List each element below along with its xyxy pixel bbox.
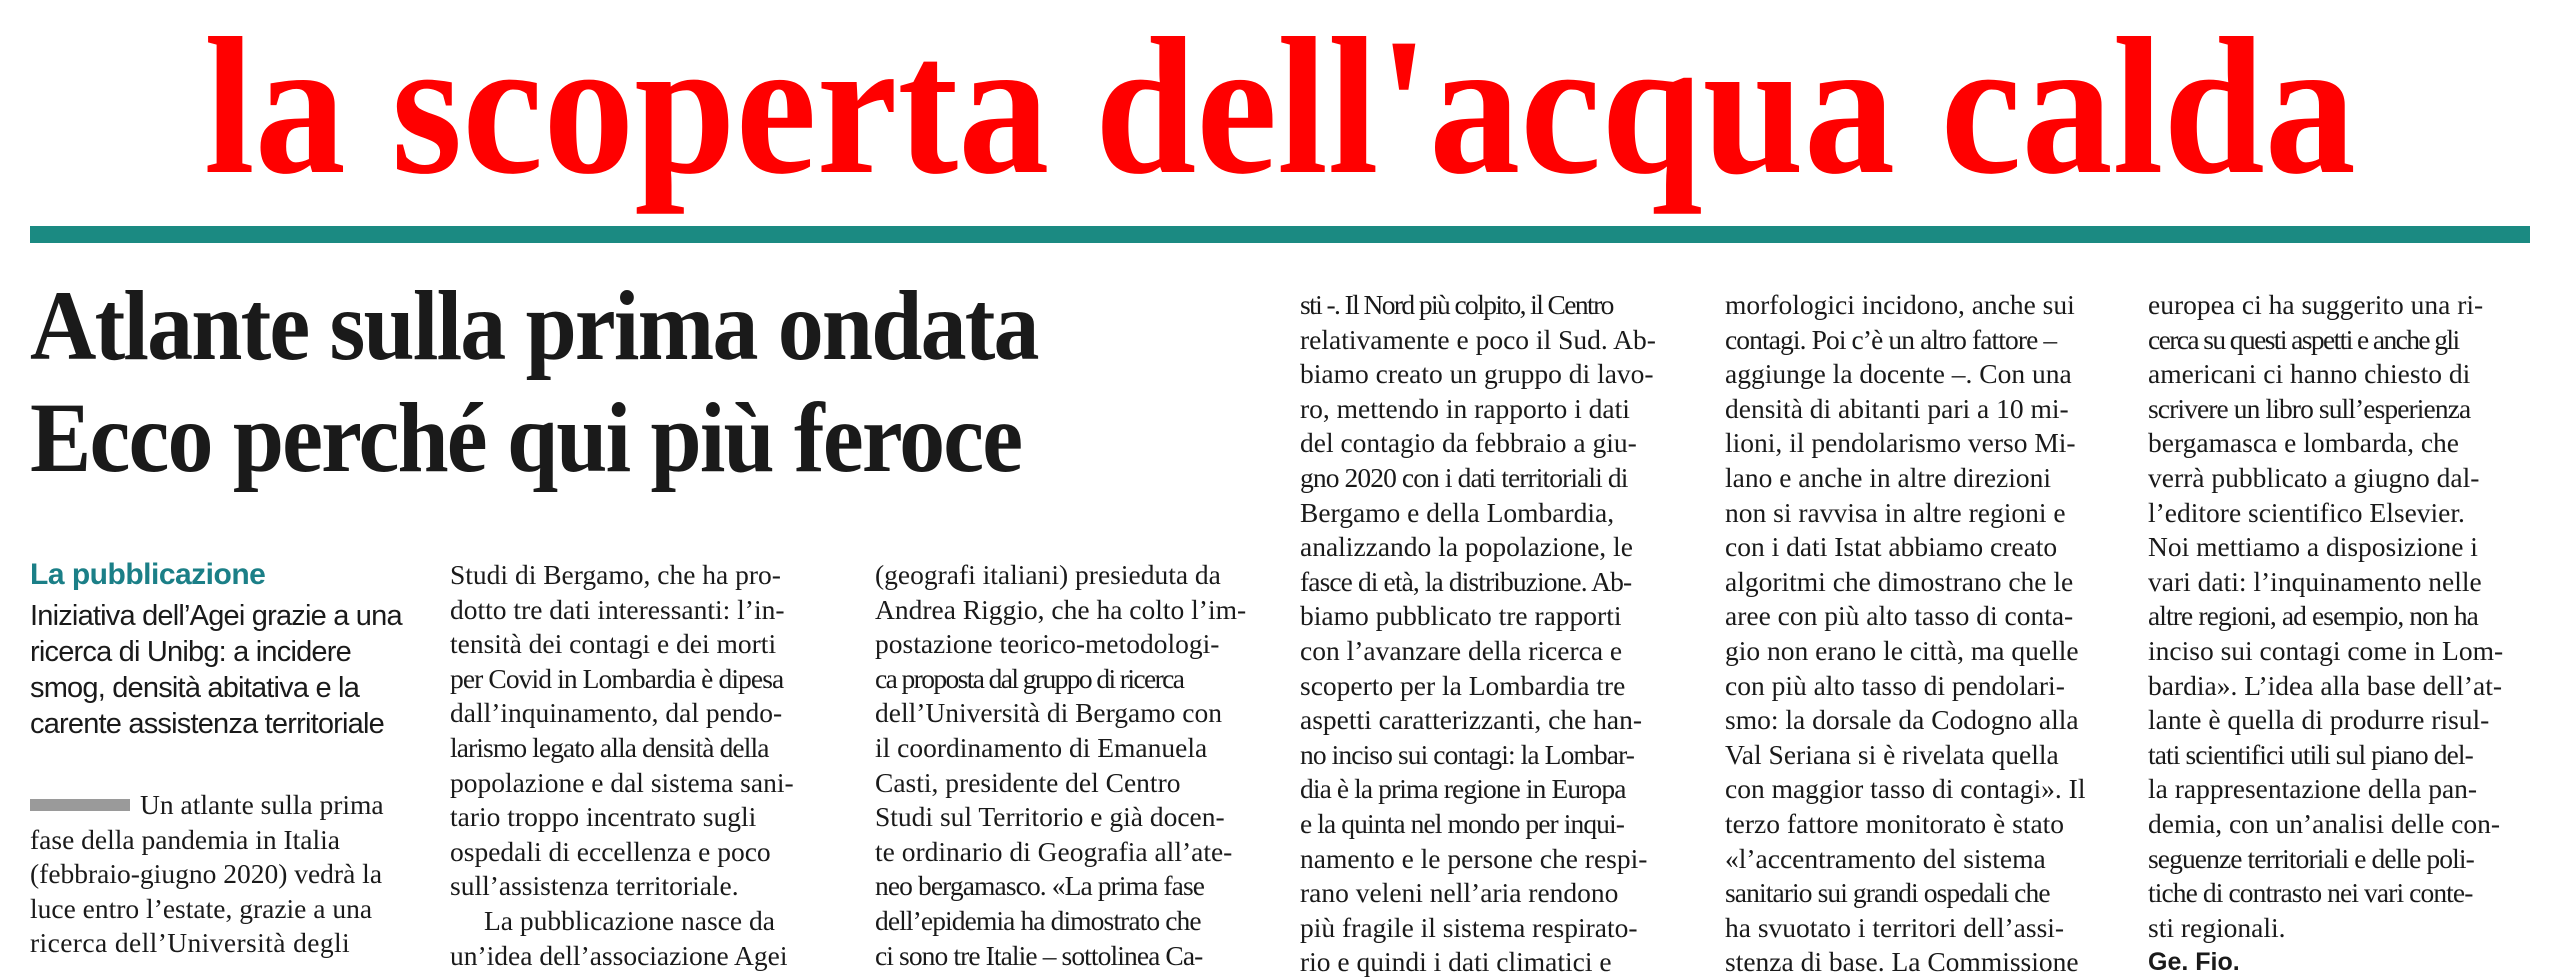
- text-line: relativamente e poco il Sud. Ab-: [1300, 323, 1656, 355]
- text-line: la rappresentazione della pan-: [2148, 773, 2478, 805]
- text-line: dotto tre dati interessanti: l’in-: [450, 593, 785, 625]
- text-line: il coordinamento di Emanuela: [875, 731, 1208, 763]
- text-line: ci sono tre Italie – sottolinea Ca-: [875, 939, 1203, 971]
- text-line: dia è la prima regione in Europa: [1300, 773, 1626, 805]
- text-line: demia, con un’analisi delle con-: [2148, 807, 2501, 839]
- text-line: aspetti caratterizzanti, che han-: [1300, 704, 1643, 736]
- text-line: tario troppo incentrato sugli: [450, 801, 757, 833]
- text-line: analizzando la popolazione, le: [1300, 531, 1633, 563]
- text-column-5: [1725, 288, 2145, 980]
- text-line: rio e quindi i dati climatici e: [1300, 946, 1612, 978]
- text-line: con maggior tasso di contagi». Il: [1725, 773, 2086, 805]
- text-line: Noi mettiamo a disposizione i: [2148, 531, 2478, 563]
- text-line: fasce di età, la distribuzione. Ab-: [1300, 565, 1632, 597]
- text-line: sti regionali.: [2148, 911, 2286, 943]
- text-line: scrivere un libro sull’esperienza: [2148, 392, 2471, 424]
- text-line: lano e anche in altre direzioni: [1725, 461, 2052, 493]
- summary-line: ricerca di Unibg: a incidere: [30, 636, 351, 668]
- text-line: ro, mettendo in rapporto i dati: [1300, 392, 1630, 424]
- text-line: no inciso sui contagi: la Lombar-: [1300, 738, 1635, 770]
- text-line: Val Seriana si è rivelata quella: [1725, 738, 2059, 770]
- text-line: cerca su questi aspetti e anche gli: [2148, 323, 2459, 355]
- banner-title: la scoperta dell'acqua calda: [204, 0, 2356, 215]
- summary-line: smog, densità abitativa e la: [30, 672, 360, 704]
- text-line: ricerca dell’Università degli: [30, 927, 351, 959]
- text-line: postazione teorico-metodologi-: [875, 628, 1220, 660]
- text-line: dell’Università di Bergamo con: [875, 697, 1222, 729]
- text-line: Casti, presidente del Centro: [875, 766, 1181, 798]
- text-line: Un atlante sulla prima: [30, 788, 430, 823]
- text-line: te ordinario di Geografia all’ate-: [875, 835, 1233, 867]
- text-line: namento e le persone che respi-: [1300, 842, 1648, 874]
- text-line: tensità dei contagi e dei morti: [450, 628, 777, 660]
- text-line: gio non erano le città, ma quelle: [1725, 634, 2079, 666]
- text-line: terzo fattore monitorato è stato: [1725, 807, 2065, 839]
- text-line: tiche di contrasto nei vari conte-: [2148, 877, 2473, 909]
- text-line: americani ci hanno chiesto di: [2148, 358, 2471, 390]
- summary-line: carente assistenza territoriale: [30, 708, 384, 740]
- text-line: morfologici incidono, anche sui: [1725, 289, 2075, 320]
- text-line: verrà pubblicato a giugno dal-: [2148, 461, 2480, 493]
- text-line: biamo pubblicato tre rapporti: [1300, 600, 1622, 632]
- text-line: Bergamo e della Lombardia,: [1300, 496, 1615, 528]
- text-line: più fragile il sistema respirato-: [1300, 911, 1638, 943]
- text-column-3: [875, 558, 1275, 973]
- summary-line: Iniziativa dell’Agei grazie a una: [30, 600, 402, 632]
- text-line: per Covid in Lombardia è dipesa: [450, 662, 784, 694]
- headline-line-2: Ecco perché qui più feroce: [30, 382, 1022, 493]
- author-signature: Ge. Fio.: [2148, 948, 2240, 977]
- text-line: aree con più alto tasso di conta-: [1725, 600, 2074, 632]
- text-line: del contagio da febbraio a giu-: [1300, 427, 1637, 459]
- text-line: algoritmi che dimostrano che le: [1725, 565, 2074, 597]
- text-column-6: [2148, 288, 2548, 980]
- text-line: neo bergamasco. «La prima fase: [875, 870, 1205, 902]
- divider-rule: [30, 226, 2530, 243]
- text-line: un’idea dell’associazione Agei: [450, 939, 788, 971]
- lead-dash: [30, 799, 130, 811]
- text-line: l’editore scientifico Elsevier.: [2148, 496, 2465, 528]
- text-line: Studi di Bergamo, che ha pro-: [450, 559, 781, 590]
- text-line: aggiunge la docente –. Con una: [1725, 358, 2072, 390]
- text-line: (febbraio-giugno 2020) vedrà la: [30, 858, 383, 890]
- article-headline: [30, 270, 1300, 494]
- text-line: biamo creato un gruppo di lavo-: [1300, 358, 1654, 390]
- text-line: sull’assistenza territoriale.: [450, 870, 739, 902]
- text-line: bardia». L’idea alla base dell’at-: [2148, 669, 2503, 701]
- text-column-1: [30, 788, 430, 961]
- text-line: smo: la dorsale da Codogno alla: [1725, 704, 2079, 736]
- text-line: gno 2020 con i dati territoriali di: [1300, 461, 1628, 493]
- text-line: ca proposta dal gruppo di ricerca: [875, 662, 1184, 694]
- text-line: seguenze territoriali e delle poli-: [2148, 842, 2474, 874]
- text-line: fase della pandemia in Italia: [30, 823, 340, 855]
- text-line: bergamasca e lombarda, che: [2148, 427, 2459, 459]
- text-line: ha svuotato i territori dell’assi-: [1725, 911, 2065, 943]
- text-line: sti -. Il Nord più colpito, il Centro: [1300, 289, 1613, 320]
- text-line: dall’inquinamento, dal pendo-: [450, 697, 783, 729]
- text-line: altre regioni, ad esempio, non ha: [2148, 600, 2478, 632]
- text-line: larismo legato alla densità della: [450, 731, 769, 763]
- text-column-2: [450, 558, 850, 973]
- text-line: popolazione e dal sistema sani-: [450, 766, 794, 798]
- text-column-4: [1300, 288, 1720, 980]
- text-line: con più alto tasso di pendolari-: [1725, 669, 2065, 701]
- text-line: vari dati: l’inquinamento nelle: [2148, 565, 2482, 597]
- text-line: «l’accentramento del sistema: [1725, 842, 2046, 874]
- text-line: scoperto per la Lombardia tre: [1300, 669, 1626, 701]
- text-line: lante è quella di produrre risul-: [2148, 704, 2490, 736]
- text-line: dell’epidemia ha dimostrato che: [875, 904, 1201, 936]
- text-line: con l’avanzare della ricerca e: [1300, 634, 1623, 666]
- text-line: rano veleni nell’aria rendono: [1300, 877, 1619, 909]
- article-kicker: La pubblicazione: [30, 558, 266, 591]
- text-line: stenza di base. La Commissione: [1725, 946, 2079, 978]
- text-line: ospedali di eccellenza e poco: [450, 835, 771, 867]
- text-line: Andrea Riggio, che ha colto l’im-: [875, 593, 1247, 625]
- text-line: sanitario sui grandi ospedali che: [1725, 877, 2050, 909]
- text-line: luce entro l’estate, grazie a una: [30, 892, 373, 924]
- headline-line-1: Atlante sulla prima ondata: [30, 270, 1038, 381]
- text-line: non si ravvisa in altre regioni e: [1725, 496, 2066, 528]
- text-line: (geografi italiani) presieduta da: [875, 559, 1221, 590]
- text-line: contagi. Poi c’è un altro fattore –: [1725, 323, 2057, 355]
- text-line: inciso sui contagi come in Lom-: [2148, 634, 2504, 666]
- text-line: europea ci ha suggerito una ri-: [2148, 289, 2484, 320]
- text-line: lioni, il pendolarismo verso Mi-: [1725, 427, 2076, 459]
- text-line: e la quinta nel mondo per inqui-: [1300, 807, 1625, 839]
- article-summary: [30, 598, 430, 742]
- text-line: tati scientifici utili sul piano del-: [2148, 738, 2473, 770]
- text-line: Studi sul Territorio e già docen-: [875, 801, 1225, 833]
- banner: [0, 0, 2560, 220]
- text-line: densità di abitanti pari a 10 mi-: [1725, 392, 2069, 424]
- text-line: La pubblicazione nasce da: [484, 904, 775, 936]
- text-line: con i dati Istat abbiamo creato: [1725, 531, 2058, 563]
